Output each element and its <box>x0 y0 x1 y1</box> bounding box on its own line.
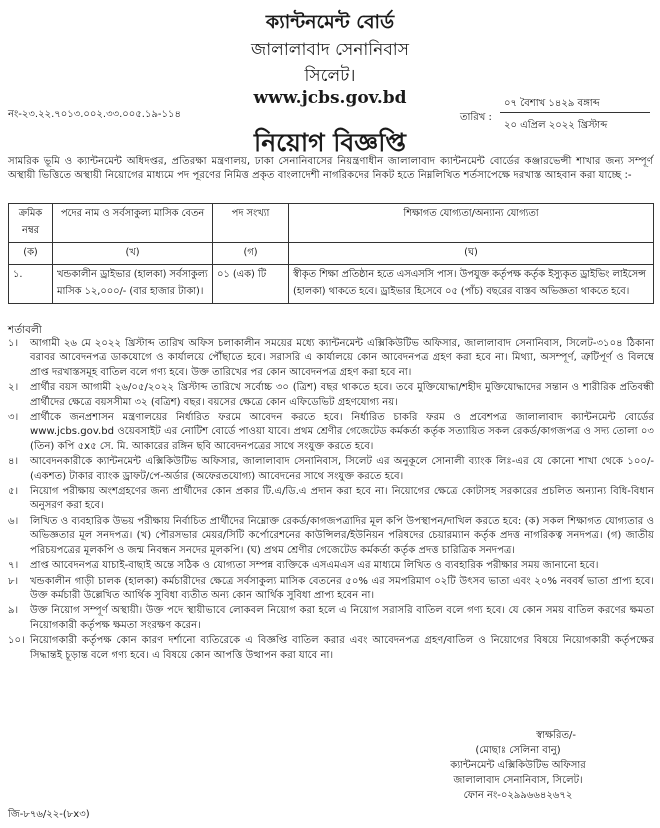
condition-number: ৫। <box>8 486 19 498</box>
condition-item <box>8 455 654 484</box>
condition-number: ১০। <box>8 635 25 647</box>
condition-item <box>8 559 654 573</box>
condition-item <box>8 604 654 633</box>
conditions-list <box>8 337 654 664</box>
condition-number: ৩। <box>8 412 19 424</box>
header-serial: ক্রমিক নম্বর <box>9 204 53 243</box>
row-post: খন্ডকালীন ড্রাইভার (হালকা) সর্বসাকুল্য মাসিক ১২,০০০/- (বার হাজার টাকা)। <box>53 265 213 304</box>
condition-item <box>8 485 654 514</box>
job-table <box>8 203 654 304</box>
condition-number: ৭। <box>8 560 19 572</box>
intro-paragraph: সামরিক ভূমি ও ক্যান্টনমেন্ট অধিদপ্তর, প্রতিরক্ষা মন্ত্রণালয়, ঢাকা সেনানিবাসের নিয়ন্ত্রণাধীন জালালাবাদ ক্যান্টনমেন্ট বোর্ডের কঞ্জারভেন্সী শাখার জন্য সম্পূর্ণ অস্থায়ী ভিত্তিতে অস্থায়ী নিয়োগের মাধ্যমে পদ পূরণের নিমিত্ত প্রকৃত বাংলাদেশী নাগরিকদের নিকট হতে নিম্নলিখিত শর্তসাপেক্ষে দরখাস্ত আহবান করা যাচ্ছে :- <box>8 156 653 181</box>
condition-number: ৬। <box>8 515 19 527</box>
code-gha: (ঘ) <box>289 243 654 265</box>
condition-number: ১। <box>8 338 19 349</box>
date-gregorian: ২০ এপ্রিল ২০২২ খ্রিস্টাব্দ <box>504 120 608 131</box>
condition-text: খন্ডকালীন গাড়ী চালক (হালকা) কর্মচারীদের ক্ষেত্রে সর্বসাকুল্য মাসিক বেতনের ৫০% এর সমপরিমাণ ০২টি উৎসব ভাতা এবং ২০% নববর্ষ ভাতা প্রাপ্য হবে। উক্ত কর্মচারী উল্লেখিত আর্থিক সুবিধা ব্যতীত অন্য কোন আর্থিক সুবিধা প্রাপ্য হবেন না। <box>30 575 654 601</box>
condition-number: ৪। <box>8 456 19 468</box>
location-line-2: সিলেট। <box>304 66 356 86</box>
signatory-designation: ক্যান্টনমেন্ট এক্সিকিউটিভ অফিসার <box>450 760 586 771</box>
signed-mark: স্বাক্ষরিত/- <box>536 730 576 741</box>
row-serial: ১. <box>9 265 53 304</box>
table-row <box>9 265 654 304</box>
condition-number: ৯। <box>8 605 19 617</box>
org-name: ক্যান্টনমেন্ট বোর্ড <box>265 11 395 33</box>
website: www.jcbs.gov.bd <box>253 88 407 108</box>
condition-text: নিয়োগ পরীক্ষায় অংশগ্রহণের জন্য প্রার্থীদের কোন প্রকার টি.এ/ডি.এ প্রদান করা হবে না। নিয়োগের ক্ষেত্রে কোটাসহ সরকারের প্রচলিত অন্যান্য বিধি-বিধান অনুসরণ করা হবে। <box>30 486 654 512</box>
table-code-row <box>9 243 654 265</box>
condition-text: লিখিত ও ব্যবহারিক উভয় পরীক্ষায় নির্বাচিত প্রার্থীদের নিম্নোক্ত রেকর্ড/কাগজপত্রাদির মূল কপি উপস্থাপন/দাখিল করতে হবে: (ক) সকল শিক্ষাগত যোগ্যতার ও অভিজ্ঞতার মূল সনদপত্র। (খ) পৌরসভার মেয়র/সিটি কর্পোরেশনের কাউন্সিলর/ইউনিয়ন পরিষদের চেয়ারম্যান কর্তৃক প্রদত্ত নাগরিকত্ব সনদপত্র। (গ) জাতীয় পরিচয়পত্রের মূলকপি ও জন্ম নিবন্ধন সনদের মূলকপি। (ঘ) প্রথম শ্রেণীর গেজেটেড কর্মকর্তা কর্তৃক প্রদত্ত চারিত্রিক সনদপত্র। <box>30 515 654 556</box>
memo-number: নং-২৩.২২.৭০১৩.০০২.৩৩.০০৫.১৯-১১৪ <box>8 109 182 120</box>
signatory-name: (মোছাঃ সেলিনা বানু) <box>475 745 561 756</box>
condition-text: আবেদনকারীকে ক্যান্টনমেন্ট এক্সিকিউটিভ অফিসার, জালালাবাদ সেনানিবাস, সিলেট এর অনুকূলে সোনালী ব্যাংক লিঃ-এর যে কোনো শাখা থেকে ১০০/- (একশত) টাকার ব্যাংক ড্রাফট/পে-অর্ডার (অফেরতযোগ্য) আবেদনের সাথে সংযুক্ত করতে হবে। <box>30 456 654 482</box>
header-count: পদ সংখ্যা <box>213 204 289 243</box>
code-kha: (খ) <box>53 243 213 265</box>
condition-text: প্রার্থীর বয়স আগামী ২৬/০৫/২০২২ খ্রিস্টাব্দ তারিখে সর্বোচ্চ ৩০ (ত্রিশ) বছর থাকতে হবে। তবে মুক্তিযোদ্ধা/শহীদ মুক্তিযোদ্ধাদের সন্তান ও শারীরিক প্রতিবন্ধী প্রার্থীদের ক্ষেত্রে বয়সসীমা ৩২ (বত্রিশ) বছর। বয়সের ক্ষেত্রে কোন এফিডেভিট গ্রহণযোগ্য নয়। <box>30 382 654 408</box>
table-header-row <box>9 204 654 243</box>
notice-title: নিয়োগ বিজ্ঞপ্তি <box>254 128 406 157</box>
header-qualification: শিক্ষাগত যোগ্যতা/অন্যান্য যোগ্যতা <box>289 204 654 243</box>
signatory-phone: ফোন নং-০২৯৯৬৬৪২৬৭২ <box>463 790 573 801</box>
condition-item <box>8 411 654 454</box>
condition-item <box>8 381 654 410</box>
row-count: ০১ (এক) টি <box>213 265 289 304</box>
condition-number: ২। <box>8 382 19 394</box>
condition-item <box>8 634 654 663</box>
condition-item <box>8 515 654 558</box>
header-post: পদের নাম ও সর্বসাকুল্য মাসিক বেতন <box>53 204 213 243</box>
date-divider <box>500 112 650 113</box>
date-bangla: ০৭ বৈশাখ ১৪২৯ বঙ্গাব্দ <box>504 98 600 109</box>
condition-text: প্রাপ্ত আবেদনপত্র যাচাই-বাছাই অন্তে সঠিক ও যোগ্যতা সম্পন্ন ব্যক্তিকে এসএমএস এর মাধ্যমে লিখিত ও ব্যবহারিক পরীক্ষার সময় জানানো হবে। <box>30 560 599 572</box>
footer-reference: জি-৮৭৬/২২-(৮x৩) <box>8 809 90 820</box>
signatory-office: জালালাবাদ সেনানিবাস, সিলেট। <box>453 775 583 786</box>
date-label: তারিখ : <box>460 112 492 123</box>
condition-number: ৮। <box>8 575 19 587</box>
code-ga: (গ) <box>213 243 289 265</box>
code-ka: (ক) <box>9 243 53 265</box>
condition-item <box>8 337 654 380</box>
location-line-1: জালালাবাদ সেনানিবাস <box>251 40 409 60</box>
condition-item <box>8 575 654 604</box>
condition-text: উক্ত নিয়োগ সম্পূর্ণ অস্থায়ী। উক্ত পদে স্থায়ীভাবে লোকবল নিয়োগ করা হলে এ নিয়োগ সরাসরি বাতিল বলে গণ্য হবে। যে কোন সময় বাতিল করণের ক্ষমতা নিয়োগকারী কর্তৃপক্ষ ক্ষমতা সংরক্ষণ করেন। <box>30 605 654 631</box>
row-qualification: স্বীকৃত শিক্ষা প্রতিষ্ঠান হতে এসএসসি পাস। উপযুক্ত কর্তৃপক্ষ কর্তৃক ইস্যুকৃত ড্রাইভিং লাইসেন্স (হালকা) থাকতে হবে। ড্রাইভার হিসেবে ০৫ (পাঁচ) বছরের বাস্তব অভিজ্ঞতা থাকতে হবে। <box>289 265 654 304</box>
condition-text: প্রার্থীকে জনপ্রশাসন মন্ত্রণালয়ের নির্ধারিত ফরমে আবেদন করতে হবে। নির্ধারিত চাকরি ফরম ও প্রবেশপত্র জালালাবাদ ক্যান্টনমেন্ট বোর্ডের www.jcbs.gov.bd ওয়েবসাইট এর নোটিশ বোর্ডে পাওয়া যাবে। প্রথম শ্রেণীর গেজেটেড কর্মকর্তা কর্তৃক সত্যায়িত সকল রেকর্ড/কাগজপত্র ও সদ্য তোলা ০৩ (তিন) কপি ৫x৫ সে. মি. আকারের রঙ্গিন ছবি আবেদনপত্রের সাথে সংযুক্ত করতে হবে। <box>30 412 654 452</box>
condition-text: আগামী ২৬ মে ২০২২ খ্রিস্টাব্দ তারিখ অফিস চলাকালীন সময়ের মধ্যে ক্যান্টনমেন্ট এক্সিকিউটিভ অফিসার, জালালাবাদ সেনানিবাস, সিলেট-৩১০৪ ঠিকানা বরাবর আবেদনপত্র ডাকযোগে ও কার্যালয়ে পৌঁছাতে হবে। সরাসরি এ কার্যালয়ে কোন আবেদনপত্র গ্রহণ করা হবে না। মিথ্যা, অসম্পূর্ণ, ত্রুটিপূর্ণ ও বিলম্বে প্রাপ্ত দরখাস্তসমূহ বাতিল বলে গণ্য হবে। উক্ত তারিখের পর কোন আবেদনপত্র গ্রহণ করা হবে না। <box>30 338 654 378</box>
signature-block <box>388 728 648 803</box>
conditions-heading: শর্তাবলী <box>8 324 42 336</box>
condition-text: নিয়োগকারী কর্তৃপক্ষ কোন কারণ দর্শানো ব্যতিরেকে এ বিজ্ঞপ্তি বাতিল করার এবং আবেদনপত্র গ্রহণ/বাতিল ও নিয়োগের বিষয়ে নিয়োগকারী কর্তৃপক্ষের সিদ্ধান্তই চূড়ান্ত বলে গণ্য হবে। এ বিষয়ে কোন আপত্তি উত্থাপন করা যাবে না। <box>30 635 654 661</box>
